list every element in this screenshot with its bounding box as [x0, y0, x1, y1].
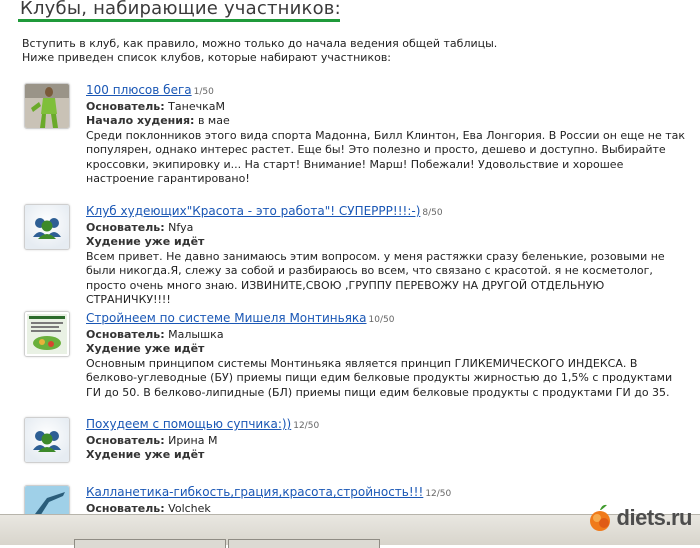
- club-member-count: 1/50: [193, 87, 214, 97]
- club-thumbnail-group[interactable]: [24, 417, 70, 463]
- founder-name: ТанечкаМ: [168, 99, 225, 113]
- founder-label: Основатель:: [86, 99, 165, 113]
- founder-label: Основатель:: [86, 220, 165, 234]
- status-label: Худение уже идёт: [86, 448, 205, 461]
- status-label: Худение уже идёт: [86, 235, 205, 248]
- status-label: Худение уже идёт: [86, 342, 205, 355]
- status-label: Начало худения:: [86, 114, 195, 127]
- club-member-count: 8/50: [422, 208, 443, 218]
- group-icon: [25, 205, 69, 249]
- founder-name: Volchek: [168, 501, 211, 515]
- founder-label: Основатель:: [86, 501, 165, 515]
- club-member-count: 12/50: [425, 489, 452, 499]
- book-cover-icon: [25, 312, 69, 356]
- group-icon: [25, 418, 69, 462]
- status-value: в мае: [197, 114, 230, 127]
- site-logo: [587, 503, 692, 533]
- club-member-count: 10/50: [368, 315, 395, 325]
- intro-text: [22, 37, 682, 65]
- apple-logo-icon: [587, 504, 613, 532]
- founder-label: Основатель:: [86, 433, 165, 447]
- club-member-count: 12/50: [293, 421, 320, 431]
- club-description: Всем привет. Не давно занимаюсь этим вопросом. у меня растяжки сразу беленькие, розовыми не были никогда.Я, слежу за собой и разбираюсь во всем, что связано с красотой. я не косметолог, просто очень много знаю. ИЗВИНИТЕ,СВОЮ ,ГРУППУ ПЕРЕВОЖУ НА ДРУГОЙ ОТДЕЛЬНУЮ СТРАНИЧКУ!!!!: [86, 249, 665, 306]
- club-thumbnail-group[interactable]: [24, 204, 70, 250]
- club-thumbnail-book[interactable]: [24, 311, 70, 357]
- club-link[interactable]: Клуб худеющих"Красота - это работа"! СУПЕРРР!!!:-): [86, 204, 421, 218]
- founder-name: Ирина М: [168, 433, 218, 447]
- page-title: Клубы, набирающие участников:: [20, 0, 341, 19]
- logo-text: diets.ru: [616, 505, 692, 530]
- club-description: Основным принципом системы Монтиньяка является принцип ГЛИКЕМИЧЕСКОГО ИНДЕКСА. В белково-углеводные (БУ) приемы пищи едим белковые продукты жирностью до 1,5% с продуктами ГИ до 50. В белково-липидные (БЛ) приемы пищи едим белковые продукты с продуктами ГИ до 35.: [86, 356, 673, 399]
- founder-name: Малышка: [168, 327, 224, 341]
- title-underline: [18, 19, 340, 22]
- club-thumbnail-running[interactable]: [24, 83, 70, 129]
- club-link[interactable]: Калланетика-гибкость,грация,красота,стройность!!!: [86, 485, 424, 499]
- club-description: Среди поклонников этого вида спорта Мадонна, Билл Клинтон, Ева Лонгория. В России он еще не так популярен, однако интерес растет. Еще бы! Это полезно и просто, дешево и доступно. Выбирайте кроссовки, экипировку и... На старт! Внимание! Марш! Побежали! Удовольствие и хорошее настроение гарантировано!: [86, 128, 686, 185]
- intro-line-1: Вступить в клуб, как правило, можно только до начала ведения общей таблицы.: [22, 37, 498, 50]
- intro-line-2: Ниже приведен список клубов, которые набирают участников:: [22, 51, 392, 64]
- club-link[interactable]: Стройнеем по системе Мишеля Монтиньяка: [86, 311, 367, 325]
- founder-name: Nfya: [168, 220, 194, 234]
- founder-label: Основатель:: [86, 327, 165, 341]
- club-link[interactable]: 100 плюсов бега: [86, 83, 192, 97]
- club-link[interactable]: Похудеем с помощью супчика:)): [86, 417, 292, 431]
